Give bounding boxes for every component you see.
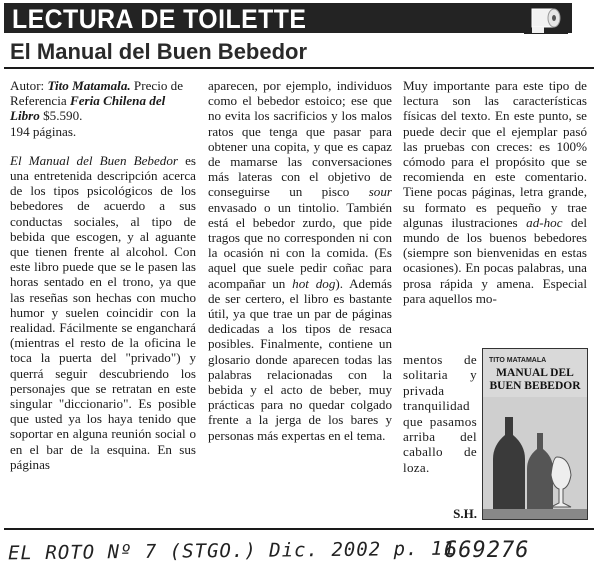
bottle-illustration [483,397,587,519]
column-2 [208,78,392,443]
price-value: $5.590. [39,108,83,124]
section-title: LECTURA DE TOILETTE [12,4,307,34]
body-text-3c: mentos de solitaria y privada tranquilidad que pasamos arriba del caballo de loza. [403,352,477,475]
body-paragraph-3 [403,78,587,306]
price-label: Precio de Referencia [10,78,184,109]
body-text-2a: aparecen, por ejemplo, individuos como el bebedor estoico; ese que no evita los sacrificios y los malos ratos que tenga que pasar para obtener una copita, y que es capaz de mamarse las conversaciones más lateras con el objetivo de conseguirse un pisco [208,78,392,200]
cover-author: TITO MATAMALA [489,357,547,364]
article-headline: El Manual del Buen Bebedor [10,39,308,64]
cover-title: MANUAL DEL BUEN BEBEDOR [489,367,581,392]
italic-sour: sour [368,184,392,200]
page-count: 194 páginas. [10,123,77,139]
handwritten-source-note: EL ROTO Nº 7 (STGO.) Dic. 2002 p. 11 [7,537,456,565]
author-label: Autor: [10,78,48,93]
column-1 [10,78,196,472]
toilet-paper-roll-icon [524,4,568,34]
price-store: Feria Chilena del Libro [10,93,166,124]
section-banner [4,3,572,33]
book-cover-image [482,348,588,520]
body-text-2c: ). Además de ser certero, el libro es bastante útil, ya que trae un par de páginas dedicadas a los tipos de resaca posibles. Finalmente, contiene un glosario donde aparecen todas las palabras relacionadas con la bebida y el acto de beber, muy prácticas para no quedar colgado frente a la jerga de los bares y personas más expertas en el tema. [208,275,393,443]
accession-number: 669276 [444,538,530,563]
signature: S.H. [453,506,477,521]
bottom-divider [4,528,594,530]
body-text-3b: del mundo de los buenos bebedores (siempre son bienvenidas en estas ocasiones). En pocas palabras, una prosa rápida y amena. Especial para aquellos mo- [403,214,587,306]
italic-hot-dog: hot dog [292,275,336,291]
column-3 [403,78,587,306]
body-paragraph-1 [10,153,196,472]
body-paragraph-2 [208,78,392,443]
top-divider [4,67,594,69]
body-text-1: es una entretenida descripción acerca de los tipos psicológicos de los bebedores de acuerdo a sus conductas sociales, al tipo de bebida que escogen, y al aguante que tienen frente al alcohol. Con este libro puede que se le pasen las horas sentado en el trono, ya que las reseñas son hechas con mucho humor y suelen coincidir con la realidad. Fácilmente se enganchará (mientras el resto de la oficina le toca la puerta del "privado") y querrá seguir descubriendo los personajes que se retratan en este singular "diccionario". Es posible que usted ya los haya tenido que soportar en alguna reunión social o en el bar de la esquina. En sus páginas [10,152,196,472]
book-info [10,78,196,139]
italic-ad-hoc: ad-hoc [526,214,563,230]
body-text-3a: Muy importante para este tipo de lectura son las características físicas del texto. En este punto, se puede decir que el ejemplar pasó las pruebas con creces: es 100% cómodo para el propósito que se recomienda en este comentario. Tiene pocas páginas, letra grande, su formato es pequeño y trae algunas ilustraciones [403,78,587,230]
book-title-inline: El Manual del Buen Bebedor [10,152,178,168]
wrapped-text [403,352,477,475]
author-name: Tito Matamala. [47,78,131,93]
body-text-2b: envasado o un tintolio. También está el bebedor zurdo, que pide tragos que no corresponden ni con la ocasión ni con la comida. (Es aquel que suele pedir coñac para acompañar un [208,199,392,291]
